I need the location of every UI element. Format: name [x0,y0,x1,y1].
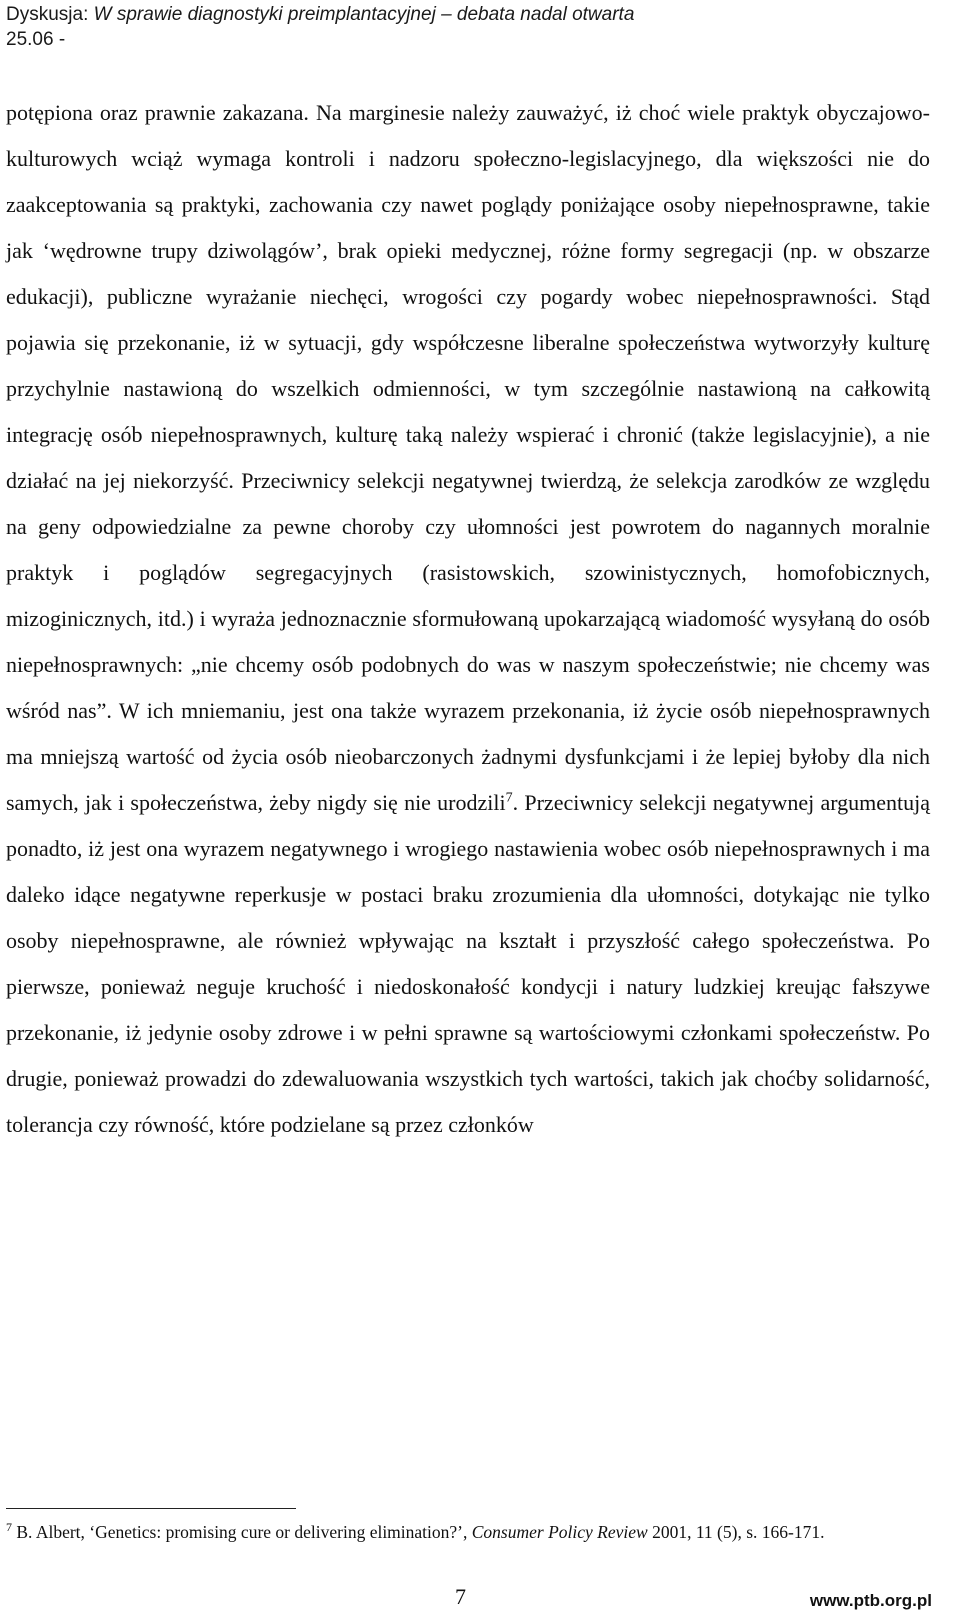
running-header [6,2,946,52]
site-url[interactable]: www.ptb.org.pl [809,1591,932,1610]
footnote-reference[interactable]: 7 [505,790,513,806]
body-text-part-2: . Przeciwnicy selekcji negatywnej argumentują ponadto, iż jest ona wyrazem negatywnego i wrogiego nastawienia wobec osób niepełnosprawnych i ma daleko idące negatywne reperkusje w postaci braku zrozumienia dla ułomności, dotykając nie tylko osoby niepełnosprawne, ale również wpływając na kształt i przyszłość całego społeczeństwa. Po pierwsze, ponieważ neguje kruchość i niedoskonałość kondycji i natury ludzkiej kreując fałszywe przekonanie, iż jedynie osoby zdrowe i w pełni sprawne są wartościowymi członkami społeczeństw. Po drugie, ponieważ prowadzi do zdewaluowania wszystkich tych wartości, takich jak choćby solidarność, tolerancja czy równość, które podzielane są przez członków [6,790,931,1137]
footnote-journal: Consumer Policy Review [471,1522,648,1542]
footnote-text-part-2: 2001, 11 (5), s. 166-171. [647,1522,825,1542]
footnote-separator [6,1508,296,1509]
header-prefix: Dyskusja: [6,4,94,25]
header-date: 25.06 - [6,29,66,50]
page-number: 7 [455,1584,466,1609]
header-line-1 [6,2,946,27]
footnote-text-part-1: B. Albert, ‘Genetics: promising cure or delivering elimination?’, [12,1522,472,1542]
footnote-marker: 7 [6,1520,12,1535]
body-paragraph [6,90,930,1148]
header-title: W sprawie diagnostyki preimplantacyjnej – debata nadal otwarta [93,4,635,25]
footnote [6,1519,930,1545]
body-text-part-1: potępiona oraz prawnie zakazana. Na marginesie należy zauważyć, iż choć wiele praktyk obyczajowo-kulturowych wciąż wymaga kontroli i nadzoru społeczno-legislacyjnego, dla większości nie do zaakceptowania są praktyki, zachowania czy nawet poglądy poniżające osoby niepełnosprawne, takie jak ‘wędrowne trupy dziwolągów’, brak opieki medycznej, różne formy segregacji (np. w obszarze edukacji), publiczne wyrażanie niechęci, wrogości czy pogardy wobec niepełnosprawności. Stąd pojawia się przekonanie, iż w sytuacji, gdy współczesne liberalne społeczeństwa wytworzyły kulturę przychylnie nastawioną do wszelkich odmienności, w tym szczególnie nastawioną na całkowitą integrację osób niepełnosprawnych, kulturę taką należy wspierać i chronić (także legislacyjnie), a nie działać na jej niekorzyść. Przeciwnicy selekcji negatywnej twierdzą, że selekcja zarodków ze względu na geny odpowiedzialne za pewne choroby czy ułomności jest powrotem do nagannych moralnie praktyk i poglądów segregacyjnych (rasistowskich, szowinistycznych, homofobicznych, mizoginicznych, itd.) i wyraża jednoznacznie sformułowaną upokarzającą wiadomość wysyłaną do osób niepełnosprawnych: „nie chcemy osób podobnych do was w naszym społeczeństwie; nie chcemy was wśród nas”. W ich mniemaniu, jest ona także wyrazem przekonania, iż życie osób niepełnosprawnych ma mniejszą wartość od życia osób nieobarczonych żadnymi dysfunkcjami i że lepiej byłoby dla nich samych, jak i społeczeństwa, żeby nigdy się nie urodzili [6,100,930,815]
